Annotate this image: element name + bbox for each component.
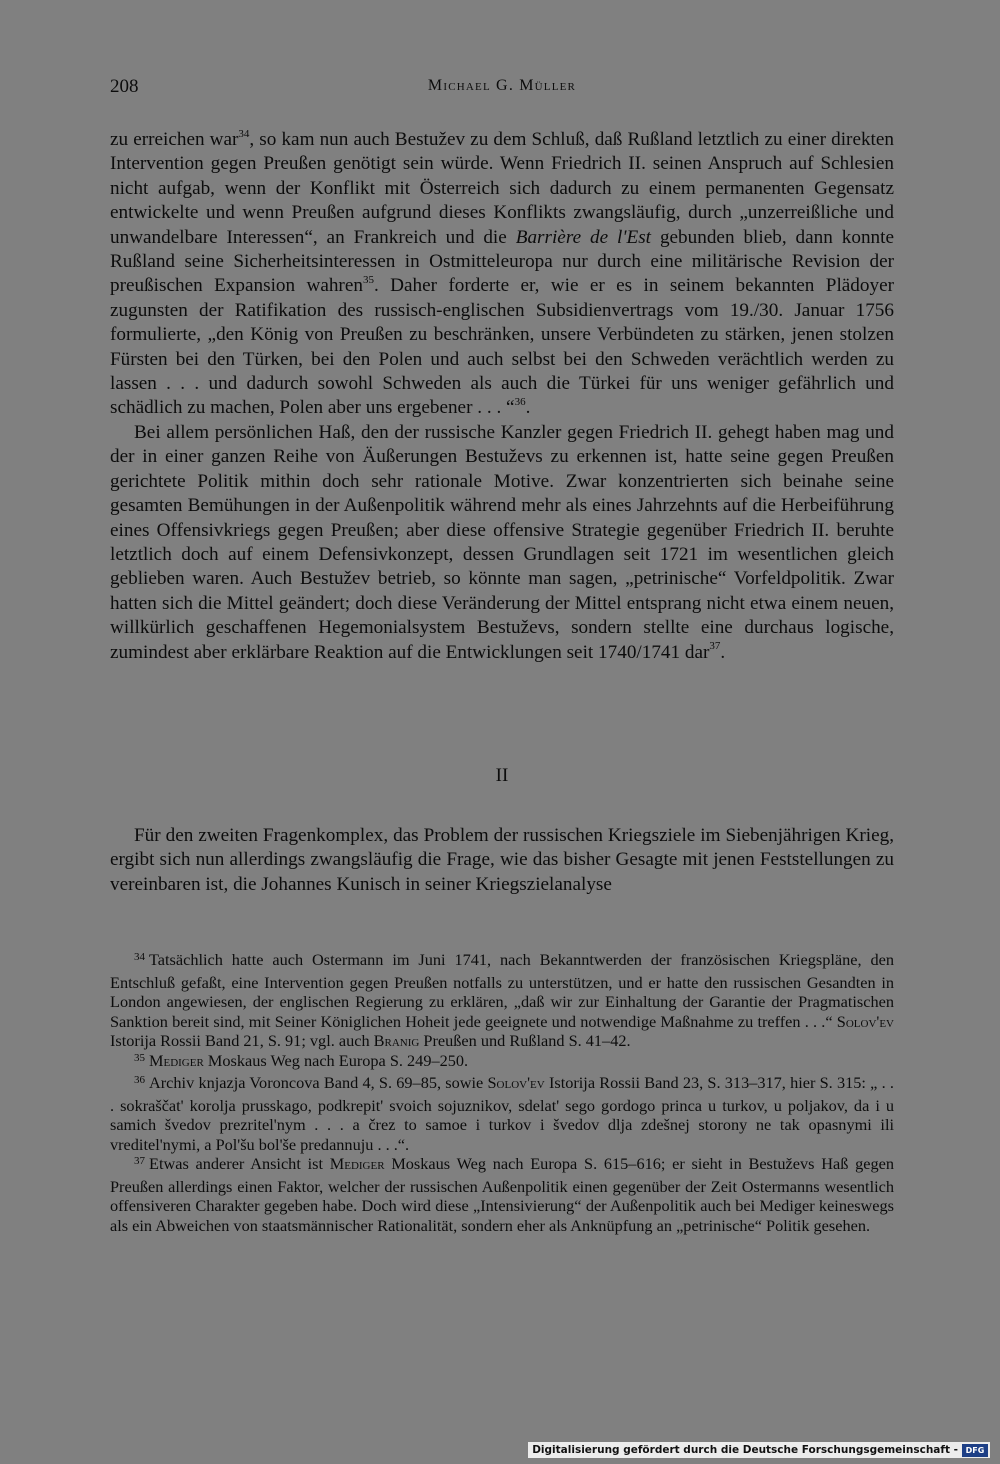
footnote-ref-34[interactable]: 34: [238, 127, 250, 140]
section-two-text: [110, 824, 894, 897]
footnote-36: $^{36}$ Archiv knjazja Voroncova Band 4, S. 69–85, sowie Solov'ev Istorija Rossii Band 23, S. 313–317, hier S. 315: „ . . . sokraščat' korolja prusskago, podkrepit' svoich sojuznikov, sdelat' sego gordogo princa u turkov, u poljakov, da i u samich švedov prezritel'nym . . . a črez to samoe i turkov i švedov dlja zdešnej storony ne tak opasnymi ili vreditel'nymi, a Pol'šu bol'še predannuju . . .“.: [110, 1073, 894, 1154]
footnotes: [110, 950, 894, 1235]
page-header: [110, 76, 894, 104]
body-paragraph-1: zu erreichen war$^{34}$, so kam nun auch Bestužev zu dem Schluß, daß Rußland letztlich zu einer direkten Intervention gegen Preußen genötigt sein würde. Wenn Friedrich II. seinen Anspruch auf Schlesien nicht aufgab, wenn der Konflikt mit Österreich sich dadurch zu einem permanenten Gegensatz entwickelte und wenn Preußen aufgrund dieses Konflikts zwangsläufig, durch „unzerreißliche und unwandelbare Interessen“, an Frankreich und die Barrière de l'Est gebunden blieb, dann konnte Rußland seine Sicherheitsinteressen in Ostmitteleuropa nur durch eine militärische Revision der preußischen Expansion wahren$^{35}$. Daher forderte er, wie er es in seinem bekannten Plädoyer zugunsten der Ratifikation des russisch-englischen Subsidienvertrags vom 19./30. Januar 1756 formulierte, „den König von Preußen zu beschränken, unsere Verbündeten zu stärken, jenen stolzen Fürsten bei den Türken, bei den Polen und auch selbst bei den Schweden verächtlich werden zu lassen . . . und dadurch sowohl Schweden als auch die Türkei für uns weniger gefährlich und schädlich zu machen, Polen aber uns ergebener . . . “$^{36}$.: [110, 127, 895, 419]
section-heading: II: [495, 765, 509, 786]
credit-text: Digitalisierung gefördert durch die Deutsche Forschungsgemeinschaft -: [532, 1444, 958, 1456]
main-text: [110, 128, 894, 665]
page-number: 208: [110, 76, 139, 97]
footnote-34: $^{34}$ Tatsächlich hatte auch Ostermann im Juni 1741, nach Bekanntwerden der französischen Kriegspläne, den Entschluß gefaßt, eine Intervention gegen Preußen notfalls zu unterstützen, und er hatte den russischen Gesandten in London angewiesen, der englischen Regierung zu erklären, „daß wir zur Einhaltung der Garantie der Pragmatischen Sanktion bereit sind, mit Seiner Königlichen Hoheit jede geeignete und notwendige Maßnahme zu treffen . . .“ Solov'ev Istorija Rossii Band 21, S. 91; vgl. auch Branig Preußen und Rußland S. 41–42.: [110, 950, 894, 1050]
footnote-ref-36[interactable]: 36: [514, 396, 526, 409]
footnote-ref-37[interactable]: 37: [709, 640, 721, 653]
body-paragraph-3: Für den zweiten Fragenkomplex, das Problem der russischen Kriegsziele im Siebenjährigen Krieg, ergibt sich nun allerdings zwangsläufig die Frage, wie das bisher Gesagte mit jenen Feststellungen zu vereinbaren ist, die Johannes Kunisch in seiner Kriegszielanalyse: [110, 825, 894, 895]
running-head: Michael G. Müller: [427, 77, 577, 94]
footnote-ref-35[interactable]: 35: [362, 274, 374, 287]
body-paragraph-2: Bei allem persönlichen Haß, den der russische Kanzler gegen Friedrich II. gehegt haben mag und der in einer ganzen Reihe von Äußerungen Bestuževs zu erkennen ist, hatte seine gegen Preußen gerichtete Politik mithin doch sehr rationale Motive. Zwar konzentrierten sich beinahe seine gesamten Bemühungen in der Außenpolitik während mehr als eines Jahrzehnts auf die Herbeiführung eines Offensivkriegs gegen Preußen; aber diese offensive Strategie gegenüber Friedrich II. beruhte letztlich doch auf einem Defensivkonzept, dessen Grundlagen seit 1721 im wesentlichen gleich geblieben waren. Auch Bestužev betrieb, so könnte man sagen, „petrinische“ Vorfeldpolitik. Zwar hatten sich die Mittel geändert; doch diese Veränderung der Mittel entsprang nicht etwa einem neuen, willkürlich geschaffenen Hegemonialsystem Bestuževs, sondern stellte eine durchaus logische, zumindest aber erklärbare Reaktion auf die Entwicklungen seit 1740/1741 dar$^{37}$.: [110, 421, 894, 663]
dfg-logo: DFG: [962, 1444, 988, 1457]
italic-term: Barrière de l'Est: [515, 226, 652, 248]
footnote-35: $^{35}$ Mediger Moskaus Weg nach Europa S. 249–250.: [134, 1050, 469, 1070]
digitization-credit: [528, 1442, 990, 1458]
footnote-37: $^{37}$ Etwas anderer Ansicht ist Mediger Moskaus Weg nach Europa S. 615–616; er sieht in Bestuževs Haß gegen Preußen allerdings einen Faktor, welcher der russischen Außenpolitik einen gegenüber der Zeit Ostermanns wesentlich offensiveren Charakter gegeben habe. Doch wird diese „Intensivierung“ der Außenpolitik auch bei Mediger keineswegs als ein Abweichen von staatsmännischer Rationalität, sondern eher als Anknüpfung an „petrinische“ Politik gesehen.: [110, 1154, 894, 1235]
